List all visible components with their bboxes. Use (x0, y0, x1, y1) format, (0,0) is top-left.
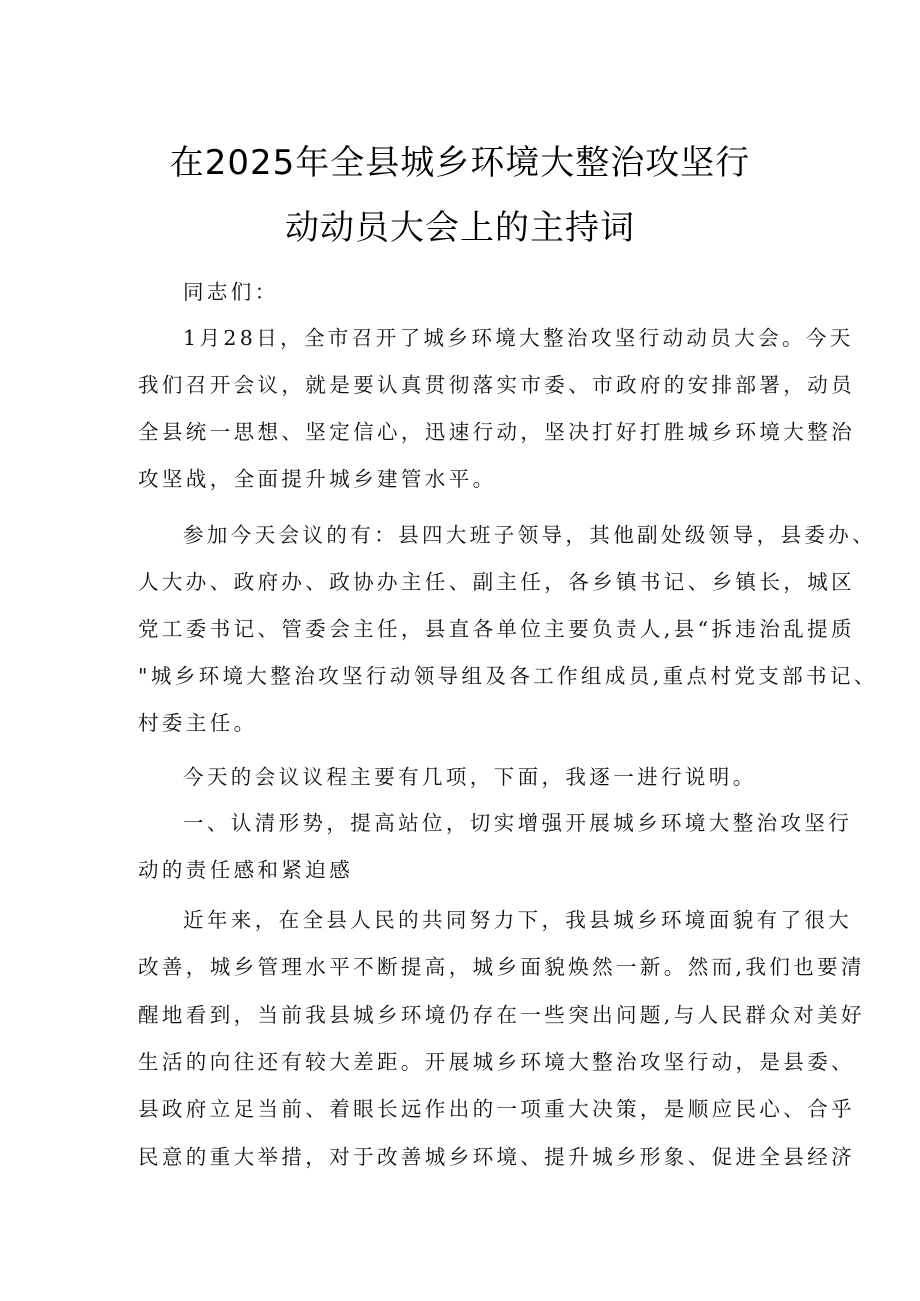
paragraph-line: 改善，城乡管理水平不断提高，城乡面貌焕然一新。然而,我们也要清 (138, 955, 865, 979)
paragraph-line: 民意的重大举措，对于改善城乡环境、提升城乡形象、促进全县经济 (138, 1145, 855, 1169)
paragraph-line: 近年来，在全县人民的共同努力下，我县城乡环境面貌有了很大 (183, 908, 853, 932)
section-heading-line: 动的责任感和紧迫感 (138, 858, 354, 882)
paragraph-line: 生活的向往还有较大差距。开展城乡环境大整治攻坚行动，是县委、 (138, 1050, 855, 1074)
paragraph-line: 今天的会议议程主要有几项，下面，我逐一进行说明。 (183, 765, 757, 789)
paragraph-line: 全县统一思想、坚定信心，迅速行动，坚决打好打胜城乡环境大整治 (138, 420, 855, 444)
paragraph-line: 人大办、政府办、政协办主任、副主任，各乡镇书记、乡镇长，城区 (138, 570, 855, 594)
paragraph-line: 参加今天会议的有：县四大班子领导，其他副处级领导，县委办、 (183, 523, 877, 547)
paragraph-line: "城乡环境大整治攻坚行动领导组及各工作组成员,重点村党支部书记、 (138, 664, 878, 688)
section-heading-line: 一、认清形势，提高站位，切实增强开展城乡环境大整治攻坚行 (183, 811, 853, 835)
paragraph-line: 1月28日，全市召开了城乡环境大整治攻坚行动动员大会。今天 (183, 326, 854, 350)
paragraph-line: 党工委书记、管委会主任，县直各单位主要负责人,县“拆违治乱提质 (138, 617, 855, 641)
paragraph-line: 我们召开会议，就是要认真贯彻落实市委、市政府的安排部署，动员 (138, 373, 855, 397)
paragraph-line: 县政府立足当前、着眼长远作出的一项重大决策，是顺应民心、合乎 (138, 1097, 855, 1121)
paragraph-line: 村委主任。 (138, 711, 258, 735)
document-title-line-2: 动动员大会上的主持词 (285, 208, 635, 248)
paragraph-line: 醒地看到，当前我县城乡环境仍存在一些突出问题,与人民群众对美好 (138, 1003, 865, 1027)
paragraph-line: 攻坚战，全面提升城乡建管水平。 (138, 467, 497, 491)
document-title-line-1: 在2025年全县城乡环境大整治攻坚行 (169, 143, 751, 183)
salutation: 同志们： (183, 280, 279, 304)
